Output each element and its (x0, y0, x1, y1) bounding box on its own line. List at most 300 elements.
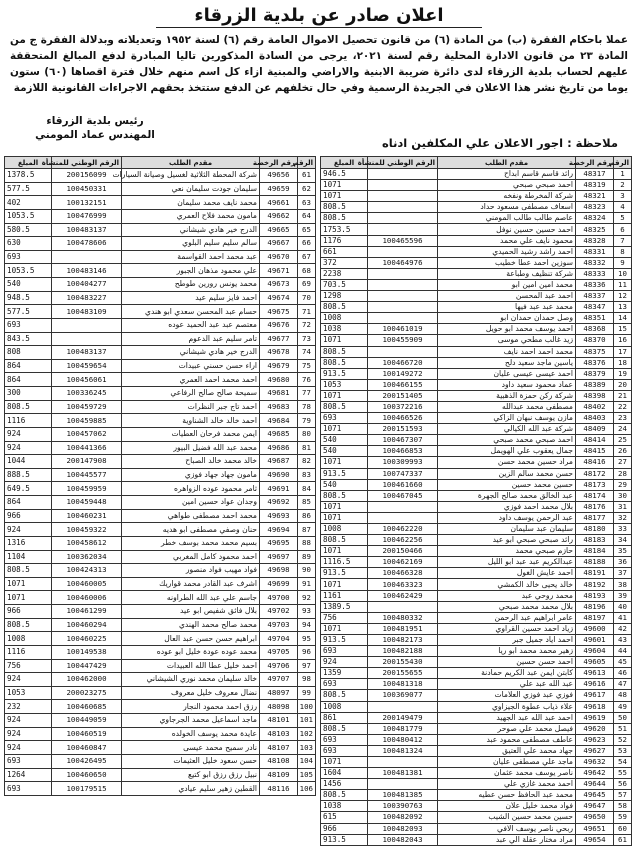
cell-national: 100476999 (52, 209, 122, 223)
cell-name: بلال محمد محمد صبحي (438, 601, 576, 612)
cell-request: 48409 (576, 424, 614, 435)
table-row (5, 645, 316, 659)
header-amount: المبلغ (321, 157, 368, 169)
cell-request: 49694 (260, 523, 298, 537)
cell-seq: 2 (614, 180, 632, 191)
table-row (321, 768, 632, 779)
cell-request: 48415 (576, 446, 614, 457)
table-row (321, 313, 632, 324)
cell-national: 100747337 (368, 468, 438, 479)
cell-amount: 649.5 (5, 482, 52, 496)
cell-seq: 67 (298, 250, 316, 264)
table-row (321, 413, 632, 424)
cell-national: 100480332 (368, 612, 438, 623)
cell-amount: 966 (321, 823, 368, 834)
cell-name: حازم صبحي محمد (438, 546, 576, 557)
table-row (321, 734, 632, 745)
cell-amount: 1071 (321, 424, 368, 435)
cell-request: 49678 (260, 346, 298, 360)
cell-amount: 1008 (5, 632, 52, 646)
cell-request: 48403 (576, 413, 614, 424)
cell-national: 100369077 (368, 690, 438, 701)
cell-name: القطين زهير سليم عيادي (122, 782, 260, 796)
cell-national: 100483137 (52, 346, 122, 360)
table-row (321, 324, 632, 335)
cell-national: 100483137 (52, 223, 122, 237)
cell-amount: 1071 (321, 191, 368, 202)
cell-request: 49670 (260, 250, 298, 264)
cell-request: 49679 (260, 359, 298, 373)
cell-seq: 89 (298, 550, 316, 564)
cell-request: 48103 (260, 727, 298, 741)
cell-request: 48325 (576, 224, 614, 235)
cell-amount: 1071 (5, 591, 52, 605)
table-row (5, 496, 316, 510)
cell-request: 49693 (260, 509, 298, 523)
cell-name: نضال معروف خليل معروف (122, 686, 260, 700)
cell-national: 100336245 (52, 387, 122, 401)
cell-amount: 1316 (5, 536, 52, 550)
table-row (321, 712, 632, 723)
cell-amount: 1071 (321, 756, 368, 767)
cell-seq: 82 (298, 455, 316, 469)
cell-amount: 540 (321, 446, 368, 457)
cell-name: فيصل محمد علي صوحر (438, 723, 576, 734)
cell-name: زهير محمد محمد ابو ريا (438, 646, 576, 657)
cell-national: 100464976 (368, 257, 438, 268)
cell-name: محمد عبد الحافظ حسن عطيه (438, 790, 576, 801)
cell-seq: 80 (298, 427, 316, 441)
cell-name: سليمان عبد سليمان (438, 524, 576, 535)
fees-note: ملاحظة : اجور الاعلان علي المكلفين ادناه (381, 136, 618, 150)
table-row (5, 455, 316, 469)
table-row (321, 368, 632, 379)
cell-amount: 913.5 (321, 468, 368, 479)
cell-amount: 808.5 (321, 401, 368, 412)
cell-name: اراء حسن حسني عبيدات (122, 359, 260, 373)
cell-name: علاء ذياب عطوة الجيزاوي (438, 701, 576, 712)
cell-national: 200149479 (368, 712, 438, 723)
cell-seq: 77 (298, 387, 316, 401)
cell-request: 49705 (260, 645, 298, 659)
table-row (321, 424, 632, 435)
cell-seq: 32 (614, 512, 632, 523)
table-row (5, 523, 316, 537)
signature-row (6, 114, 632, 156)
cell-seq: 97 (298, 659, 316, 673)
cell-amount: 1038 (321, 324, 368, 335)
table-row (5, 577, 316, 591)
cell-amount: 1456 (321, 779, 368, 790)
cell-national: 100462169 (368, 557, 438, 568)
cell-name: شركة تنظيف وطباعة (438, 268, 576, 279)
cell-national: 200155430 (368, 657, 438, 668)
cell-national: 100459885 (52, 414, 122, 428)
cell-national: 100461019 (368, 324, 438, 335)
cell-seq: 72 (298, 318, 316, 332)
cell-seq: 69 (298, 278, 316, 292)
cell-request: 48368 (576, 324, 614, 335)
cell-national (368, 291, 438, 302)
table-row (321, 623, 632, 634)
cell-amount: 1071 (321, 390, 368, 401)
tables-area (6, 156, 632, 844)
cell-request: 48376 (576, 357, 614, 368)
cell-request: 49601 (576, 634, 614, 645)
cell-seq: 26 (614, 446, 632, 457)
cell-request: 49619 (576, 712, 614, 723)
header-seq: الرقم (298, 157, 316, 169)
cell-request: 49680 (260, 373, 298, 387)
cell-national (368, 202, 438, 213)
table-row (321, 224, 632, 235)
cell-request: 49673 (260, 278, 298, 292)
cell-name: نبيل رزق رزق ابو كتيع (122, 768, 260, 782)
cell-name: احمد خليل عطا الله العبيدات (122, 659, 260, 673)
cell-amount: 808 (5, 346, 52, 360)
cell-seq: 75 (298, 359, 316, 373)
cell-national: 100467307 (368, 435, 438, 446)
table-row (321, 524, 632, 535)
cell-name: محمد عبد الله فضيل البيور (122, 441, 260, 455)
table-row (5, 741, 316, 755)
cell-name: وجدان عواد حسين امين (122, 496, 260, 510)
cell-request: 48402 (576, 401, 614, 412)
cell-national: 100460225 (52, 632, 122, 646)
cell-amount: 756 (5, 659, 52, 673)
cell-amount: 864 (5, 373, 52, 387)
cell-national: 100466526 (368, 413, 438, 424)
cell-national: 200151405 (368, 390, 438, 401)
cell-request: 48183 (576, 535, 614, 546)
cell-seq: 40 (614, 601, 632, 612)
cell-seq: 3 (614, 191, 632, 202)
cell-amount: 693 (321, 413, 368, 424)
cell-seq: 83 (298, 468, 316, 482)
cell-name: خالد سليمان محمد نوري الشيشاني (122, 673, 260, 687)
cell-national: 100460650 (52, 768, 122, 782)
cell-request: 49656 (260, 169, 298, 183)
cell-seq: 106 (298, 782, 316, 796)
cell-amount: 693 (321, 734, 368, 745)
cell-amount: 924 (5, 727, 52, 741)
header-national: الرقم الوطني للمنشأة (52, 157, 122, 169)
cell-amount: 693 (5, 782, 52, 796)
cell-national: 100482092 (368, 812, 438, 823)
cell-request: 49654 (576, 834, 614, 845)
cell-seq: 50 (614, 712, 632, 723)
cell-national: 200150466 (368, 546, 438, 557)
table-row (321, 512, 632, 523)
cell-name: محمد احمد مصطفى طواهي (122, 509, 260, 523)
cell-amount: 1053.5 (5, 264, 52, 278)
cell-name: شركة المخرطة ونفخه (438, 191, 576, 202)
cell-seq: 88 (298, 536, 316, 550)
cell-seq: 28 (614, 468, 632, 479)
cell-request: 48101 (260, 714, 298, 728)
cell-amount: 1071 (321, 546, 368, 557)
cell-amount: 540 (321, 435, 368, 446)
cell-name: ناصر يوسف محمد عثمان (438, 768, 576, 779)
cell-request: 48336 (576, 279, 614, 290)
header-request: رقم الرخصة (260, 157, 298, 169)
cell-name: عبد الخالق محمد صالح الجهرة (438, 490, 576, 501)
cell-seq: 43 (614, 634, 632, 645)
header-request: رقم الرخصة (576, 157, 614, 169)
cell-national: 100463323 (368, 579, 438, 590)
cell-seq: 37 (614, 568, 632, 579)
cell-request: 49616 (576, 679, 614, 690)
cell-amount: 1071 (5, 577, 52, 591)
cell-request: 49707 (260, 673, 298, 687)
cell-seq: 87 (298, 523, 316, 537)
cell-request: 49681 (260, 387, 298, 401)
cell-seq: 42 (614, 623, 632, 634)
table-row (321, 657, 632, 668)
cell-amount: 577.5 (5, 305, 52, 319)
cell-request: 48317 (576, 169, 614, 180)
table-row (5, 305, 316, 319)
table-row (321, 257, 632, 268)
table-row (321, 745, 632, 756)
cell-request: 49699 (260, 577, 298, 591)
cell-seq: 74 (298, 346, 316, 360)
cell-request: 49691 (260, 482, 298, 496)
cell-amount: 232 (5, 700, 52, 714)
cell-request: 49700 (260, 591, 298, 605)
table-row (321, 546, 632, 557)
cell-seq: 100 (298, 700, 316, 714)
table-row (5, 441, 316, 455)
cell-name: علي محمود مذهان الجبور (122, 264, 260, 278)
cell-amount: 808.5 (321, 723, 368, 734)
cell-name: فواد محمد خليل علان (438, 801, 576, 812)
cell-national: 200147908 (52, 455, 122, 469)
cell-seq: 65 (298, 223, 316, 237)
cell-amount: 300 (5, 387, 52, 401)
cell-name: فواد مهيب فواد منصور (122, 564, 260, 578)
cell-name: كابتن ايمن عبد الكريم حمادنة (438, 668, 576, 679)
cell-amount: 1116 (5, 645, 52, 659)
cell-amount: 1389.5 (321, 601, 368, 612)
cell-seq: 27 (614, 457, 632, 468)
cell-seq: 92 (298, 591, 316, 605)
table-row (321, 679, 632, 690)
cell-name: عبد محمد احمد القواسمة (122, 250, 260, 264)
cell-national: 100466720 (368, 357, 438, 368)
cell-seq: 1 (614, 169, 632, 180)
cell-request: 48172 (576, 468, 614, 479)
cell-name: عاصم طالب طالب المومني (438, 213, 576, 224)
cell-amount: 808.5 (321, 790, 368, 801)
cell-amount: 924 (321, 657, 368, 668)
cell-name: سليمان جودت سليمان نعي (122, 182, 260, 196)
cell-name: الدرج خير هادي شيشاني (122, 346, 260, 360)
table-row (5, 782, 316, 796)
cell-name: مصطفى محمد عبدالله (438, 401, 576, 412)
table-row (5, 754, 316, 768)
cell-amount: 630 (5, 237, 52, 251)
cell-name: ايمن محمد فرحان العطيات (122, 427, 260, 441)
cell-amount: 924 (5, 673, 52, 687)
cell-request: 49632 (576, 756, 614, 767)
table-row (5, 373, 316, 387)
cell-seq: 9 (614, 257, 632, 268)
cell-amount: 693 (321, 745, 368, 756)
cell-name: احمد يوسف محمد ابو حويل (438, 324, 576, 335)
cell-request: 48177 (576, 512, 614, 523)
table-row (321, 590, 632, 601)
table-row (321, 169, 632, 180)
cell-name: محمد امين امين ابو (438, 279, 576, 290)
cell-seq: 14 (614, 313, 632, 324)
cell-seq: 24 (614, 424, 632, 435)
cell-name: زياد احمد حسين القراوي (438, 623, 576, 634)
cell-seq: 17 (614, 346, 632, 357)
header-seq: الرقم (614, 157, 632, 169)
cell-national: 200156099 (52, 169, 122, 183)
cell-seq: 21 (614, 390, 632, 401)
cell-seq: 95 (298, 632, 316, 646)
cell-amount: 1071 (321, 335, 368, 346)
cell-request: 48389 (576, 379, 614, 390)
cell-name: ماجد علي مصطفى عليان (438, 756, 576, 767)
table-row (5, 468, 316, 482)
cell-request: 49706 (260, 659, 298, 673)
cell-national: 200023275 (52, 686, 122, 700)
cell-name: احمد صبحي صبحي (438, 180, 576, 191)
cell-amount: 540 (321, 479, 368, 490)
cell-name: نادر سميح محمد عيسى (122, 741, 260, 755)
cell-national (368, 302, 438, 313)
cell-request: 49651 (576, 823, 614, 834)
cell-national: 100449059 (52, 714, 122, 728)
cell-request: 49667 (260, 237, 298, 251)
cell-seq: 85 (298, 496, 316, 510)
cell-amount: 861 (321, 712, 368, 723)
cell-national: 100426495 (52, 754, 122, 768)
cell-national: 100149538 (52, 645, 122, 659)
table-row (5, 169, 316, 183)
cell-name: جاسم علي عبد الله الطراونه (122, 591, 260, 605)
cell-national: 100461660 (368, 479, 438, 490)
table-header-row (321, 157, 632, 169)
table-row (321, 468, 632, 479)
table-row (321, 779, 632, 790)
cell-amount: 1071 (321, 623, 368, 634)
cell-request: 49685 (260, 427, 298, 441)
cell-name: ابراهيم حسن حسن عبد العال (122, 632, 260, 646)
table-row (5, 359, 316, 373)
cell-name: رائد قاسم قاسم ابداح (438, 169, 576, 180)
cell-national: 100462000 (52, 673, 122, 687)
cell-national (368, 246, 438, 257)
table-row (5, 196, 316, 210)
signature-name: المهندس عماد المومني (35, 129, 155, 141)
cell-request: 49704 (260, 632, 298, 646)
cell-amount: 372 (321, 257, 368, 268)
cell-national: 100404277 (52, 278, 122, 292)
cell-request: 49613 (576, 668, 614, 679)
table-row (321, 723, 632, 734)
cell-seq: 38 (614, 579, 632, 590)
cell-amount: 2238 (321, 268, 368, 279)
cell-name: حسين محمد حسين الشيب (438, 812, 576, 823)
cell-seq: 4 (614, 202, 632, 213)
cell-national: 200151593 (368, 424, 438, 435)
table-row (5, 618, 316, 632)
table-row (321, 235, 632, 246)
table-row (321, 501, 632, 512)
cell-request: 49703 (260, 618, 298, 632)
table-row (321, 612, 632, 623)
cell-request: 48098 (260, 700, 298, 714)
cell-national (52, 250, 122, 264)
table-row (5, 209, 316, 223)
table-row (5, 414, 316, 428)
cell-name: محمد احمد احمد نايف (438, 346, 576, 357)
cell-seq: 48 (614, 690, 632, 701)
table-row (321, 279, 632, 290)
cell-name: شركة عبد الله الكيالي (438, 424, 576, 435)
cell-seq: 49 (614, 701, 632, 712)
cell-amount: 808.5 (321, 346, 368, 357)
cell-name: حسام عبد المحسن سعدي ابو هندي (122, 305, 260, 319)
table-row (321, 268, 632, 279)
header-name: مقدم الطلب (438, 157, 576, 169)
cell-name: احمد صبحي محمد صبحي (438, 435, 576, 446)
cell-seq: 59 (614, 812, 632, 823)
cell-seq: 90 (298, 564, 316, 578)
cell-request: 49662 (260, 209, 298, 223)
cell-national (368, 279, 438, 290)
table-row (5, 223, 316, 237)
cell-name: رائد صبحي صبحي ابو عيد (438, 535, 576, 546)
table-row (321, 346, 632, 357)
table-row (5, 591, 316, 605)
cell-amount: 1053 (5, 686, 52, 700)
cell-name: مراد مختار عقلة الي عبد (438, 834, 576, 845)
cell-national: 100179515 (52, 782, 122, 796)
cell-amount: 808.5 (321, 302, 368, 313)
cell-seq: 18 (614, 357, 632, 368)
cell-seq: 46 (614, 668, 632, 679)
cell-name: عماد محمود سعيد داود (438, 379, 576, 390)
cell-national: 100481324 (368, 745, 438, 756)
cell-amount: 615 (321, 812, 368, 823)
table-row (5, 291, 316, 305)
cell-request: 48188 (576, 557, 614, 568)
cell-seq: 31 (614, 501, 632, 512)
table-header-row (5, 157, 316, 169)
cell-request: 49692 (260, 496, 298, 510)
cell-amount: 540 (5, 278, 52, 292)
cell-amount: 1071 (321, 512, 368, 523)
cell-seq: 73 (298, 332, 316, 346)
cell-amount: 808.5 (321, 690, 368, 701)
cell-name: ماجد اسماعيل محمد الجرجاوي (122, 714, 260, 728)
cell-seq: 105 (298, 768, 316, 782)
cell-seq: 70 (298, 291, 316, 305)
table-row (5, 278, 316, 292)
cell-request: 48180 (576, 524, 614, 535)
cell-amount: 402 (5, 196, 52, 210)
cell-name: احمد حسين حسين نوفل (438, 224, 576, 235)
cell-request: 49604 (576, 646, 614, 657)
cell-national (368, 169, 438, 180)
cell-national: 100456061 (52, 373, 122, 387)
cell-seq: 5 (614, 213, 632, 224)
